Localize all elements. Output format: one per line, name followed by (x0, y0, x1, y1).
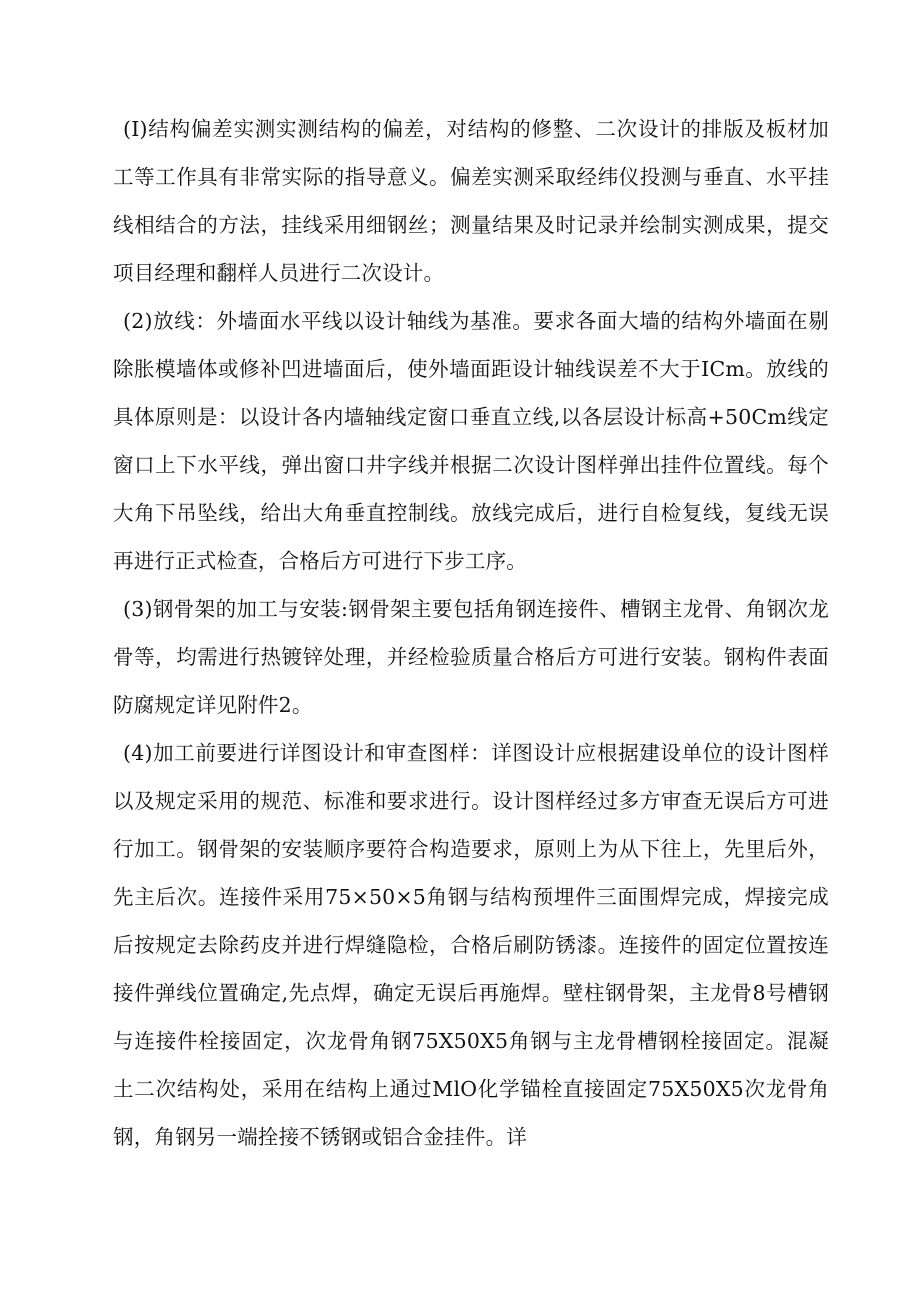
paragraph-setting-out: (2)放线：外墙面水平线以设计轴线为基准。要求各面大墙的结构外墙面在剔除胀模墙体或修补凹进墙面后，使外墙面距设计轴线误差不大于ICm。放线的具体原则是：以设计各内墙轴线定窗口垂直立线,以各层设计标高+50Cm线定窗口上下水平线，弹出窗口井字线并根据二次设计图样弹出挂件位置线。每个大角下吊坠线，给出大角垂直控制线。放线完成后，进行自检复线，复线无误再进行正式检查，合格后方可进行下步工序。 (113, 309, 829, 573)
paragraph-steel-frame: (3)钢骨架的加工与安装:钢骨架主要包括角钢连接件、槽钢主龙骨、角钢次龙骨等，均需进行热镀锌处理，并经检验质量合格后方可进行安装。钢构件表面防腐规定详见附件2。 (113, 597, 829, 717)
paragraph-structure-deviation: (I)结构偏差实测实测结构的偏差，对结构的修整、二次设计的排版及板材加工等工作具有非常实际的指导意义。偏差实测采取经纬仪投测与垂直、水平挂线相结合的方法，挂线采用细钢丝；测量结果及时记录并绘制实测成果，提交项目经理和翻样人员进行二次设计。 (113, 117, 829, 285)
paragraph-detail-design: (4)加工前要进行详图设计和审查图样：详图设计应根据建设单位的设计图样以及规定采用的规范、标准和要求进行。设计图样经过多方审查无误后方可进行加工。钢骨架的安装顺序要符合构造要求，原则上为从下往上，先里后外，先主后次。连接件采用75×50×5角钢与结构预埋件三面围焊完成，焊接完成后按规定去除药皮并进行焊缝隐检，合格后刷防锈漆。连接件的固定位置按连接件弹线位置确定,先点焊，确定无误后再施焊。壁柱钢骨架，主龙骨8号槽钢与连接件栓接固定，次龙骨角钢75X50X5角钢与主龙骨槽钢栓接固定。混凝土二次结构处，采用在结构上通过MlO化学锚栓直接固定75X50X5次龙骨角钢，角钢另一端拴接不锈钢或铝合金挂件。详 (113, 741, 829, 1149)
body-text (113, 105, 829, 1161)
